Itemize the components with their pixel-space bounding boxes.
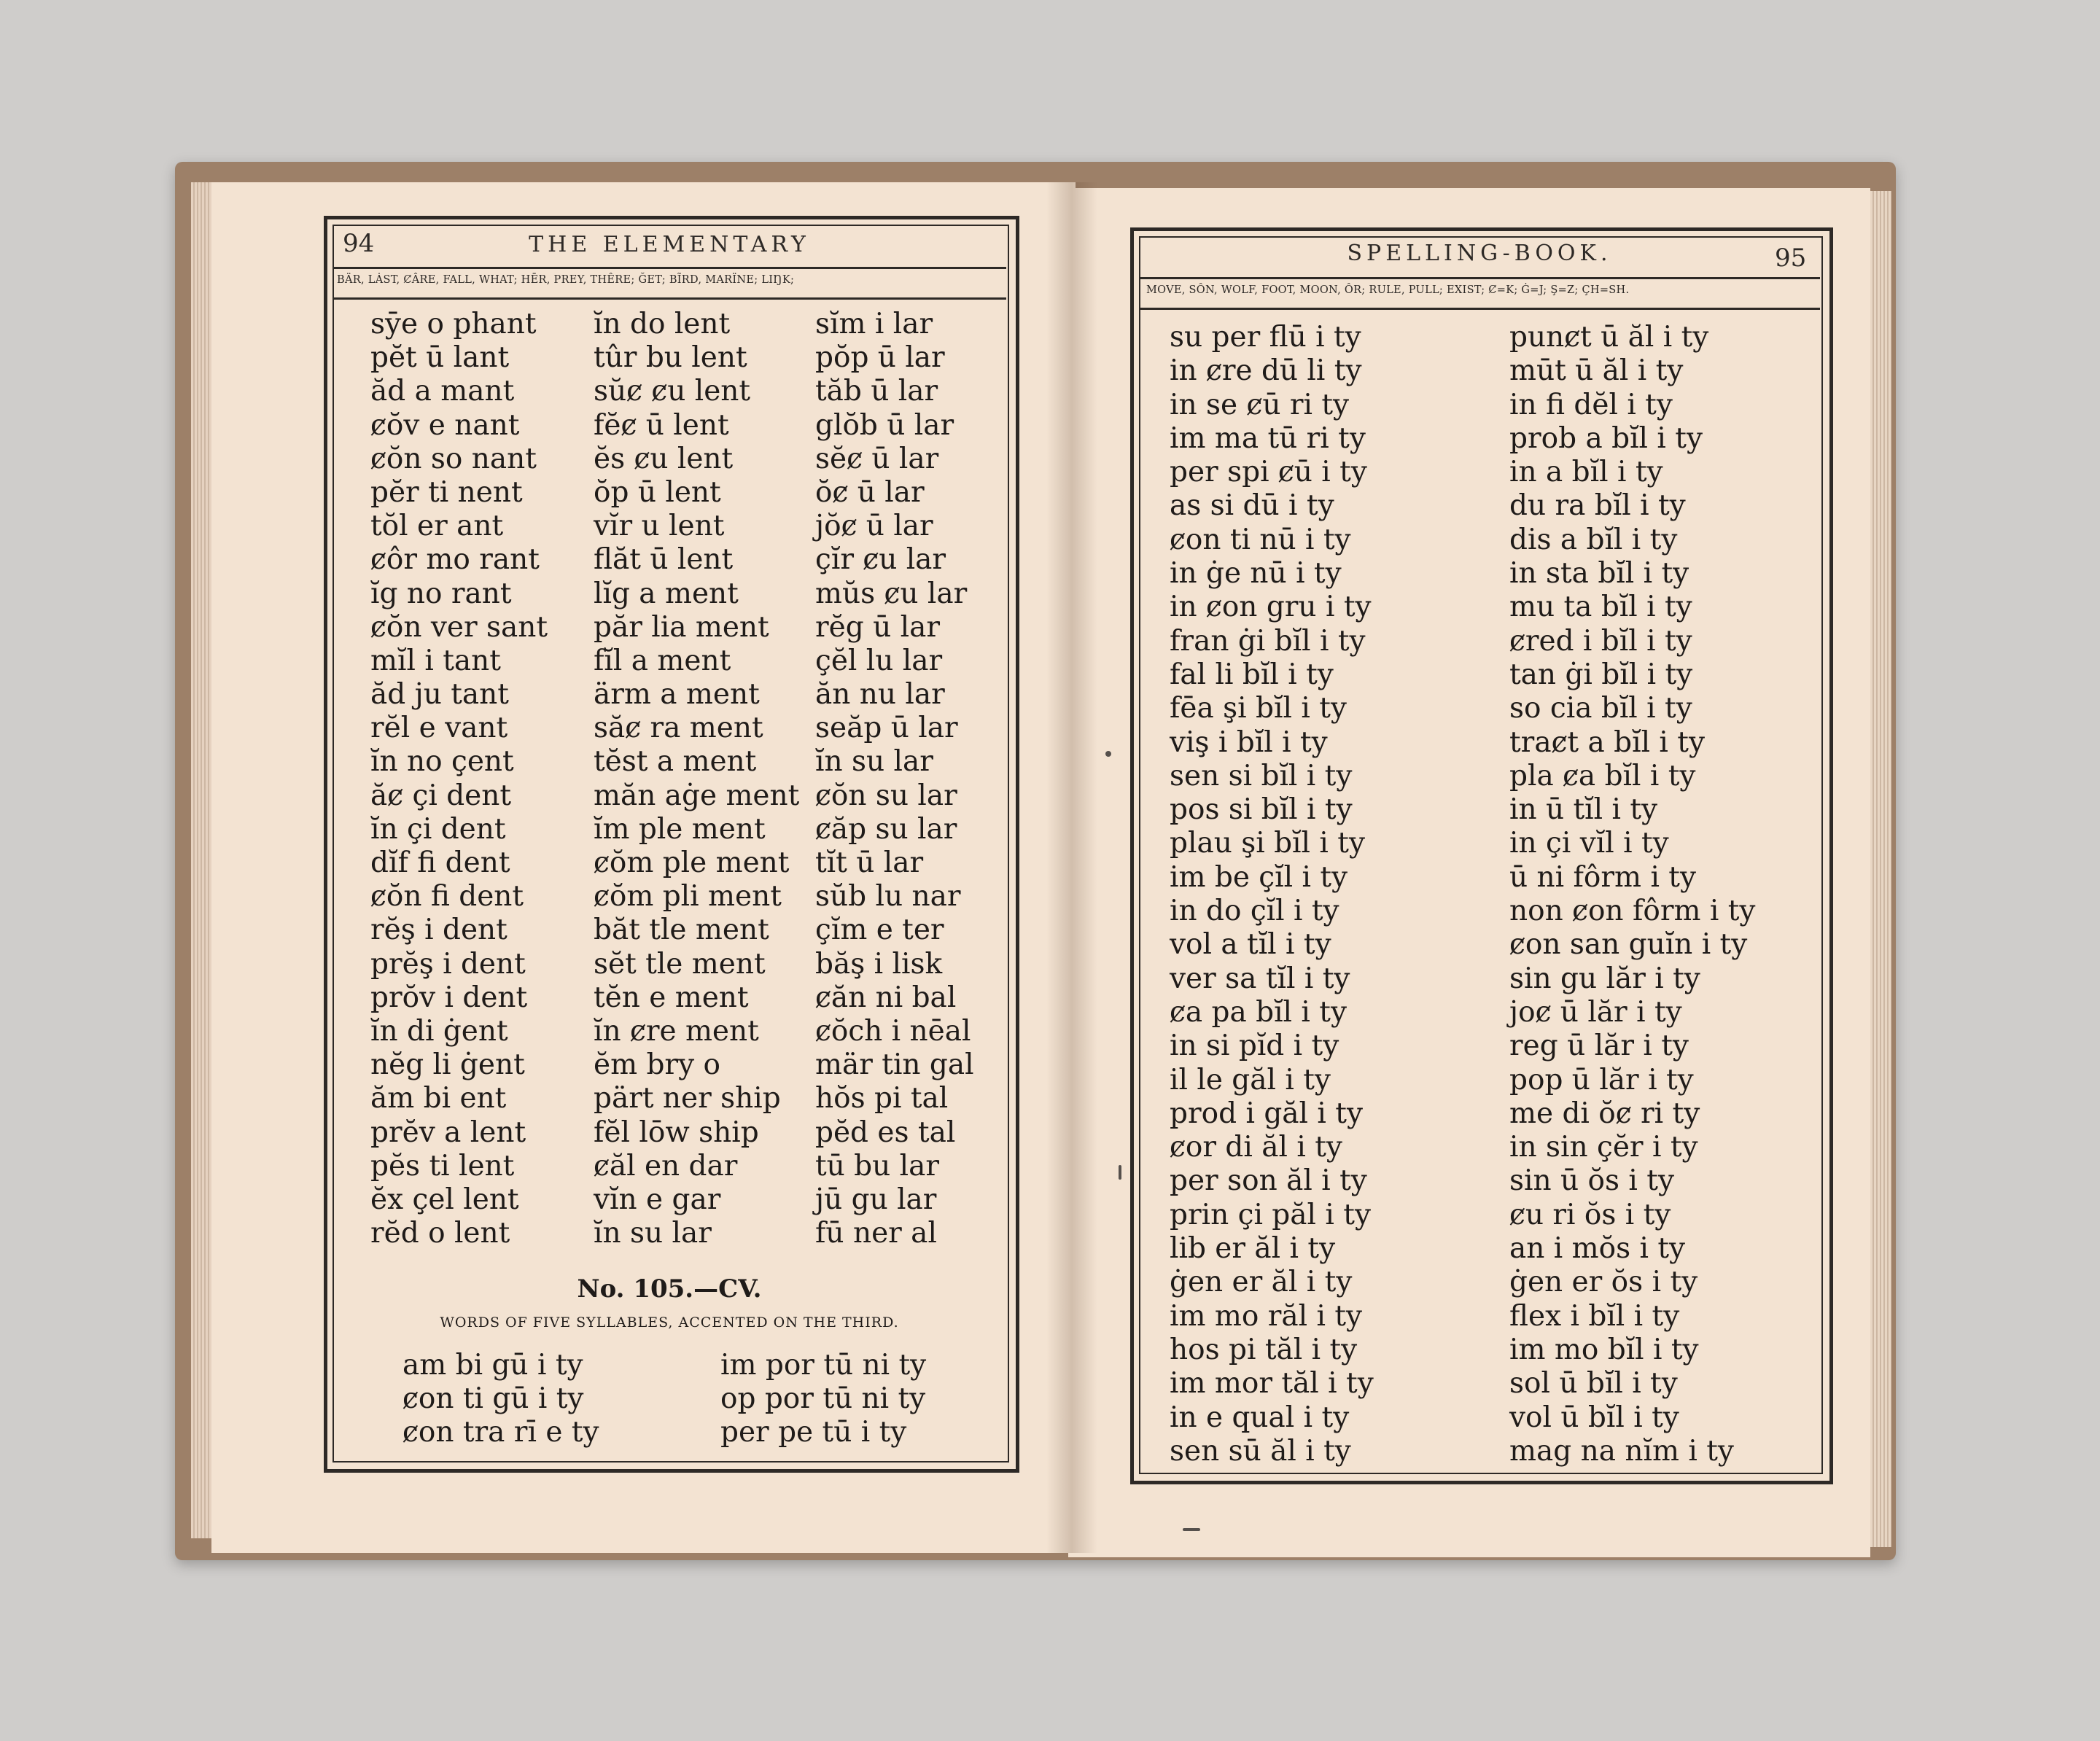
left-running-head: THE ELEMENTARY	[529, 232, 810, 257]
word-entry: reg ū lăr i ty	[1509, 1029, 1689, 1063]
word-entry: am bi gū i ty	[402, 1349, 583, 1382]
word-entry: in çi vĭl i ty	[1509, 827, 1669, 860]
word-entry: me di ŏȼ ri ty	[1509, 1097, 1700, 1130]
word-entry: per son ăl i ty	[1170, 1164, 1367, 1198]
word-entry: fĕl lōw ship	[594, 1115, 759, 1149]
word-entry: çĕl lu lar	[815, 644, 943, 677]
word-entry: fēa şi bĭl i ty	[1170, 692, 1347, 725]
word-entry: prĕv a lent	[370, 1115, 526, 1149]
word-entry: fĕȼ ū lent	[594, 408, 729, 442]
word-entry: ĕm bry o	[594, 1048, 720, 1082]
word-entry: ĕs ȼu lent	[594, 442, 734, 475]
word-entry: fū ner al	[815, 1217, 937, 1250]
word-entry: per spi ȼū i ty	[1170, 456, 1367, 489]
word-entry: ȼon ti nū i ty	[1170, 523, 1351, 556]
word-entry: pĕt ū lant	[370, 341, 510, 375]
word-entry: sol ū bĭl i ty	[1509, 1367, 1678, 1401]
word-entry: ȼu ri ŏs i ty	[1509, 1198, 1671, 1231]
left-key-line: BÄR, LȦST, ȻÂRE, FALL, WHAT; HĒR, PREY, THÊRE; ĞET; BĨRD, MARÏNE; LIŊK;	[337, 274, 795, 286]
word-entry: sŭb lu nar	[815, 880, 961, 914]
word-entry: im be çĭl i ty	[1170, 860, 1348, 894]
word-entry: as si dū i ty	[1170, 489, 1334, 523]
word-entry: pla ȼa bĭl i ty	[1509, 759, 1696, 792]
word-entry: prĕş i dent	[370, 947, 526, 981]
word-entry: ȼon tra rī e ty	[402, 1416, 599, 1449]
word-entry: sen sū ăl i ty	[1170, 1434, 1351, 1468]
left-header-rule	[332, 267, 1006, 269]
word-entry: tū bu lar	[815, 1149, 940, 1183]
word-entry: ȼa pa bĭl i ty	[1170, 995, 1347, 1029]
word-entry: im mo bĭl i ty	[1509, 1333, 1699, 1366]
word-entry: traȼt a bĭl i ty	[1509, 725, 1706, 759]
word-entry: per pe tū i ty	[720, 1416, 907, 1449]
word-entry: ärm a ment	[594, 678, 760, 712]
lesson-word-column-2	[720, 1349, 926, 1450]
word-entry: tûr bu lent	[594, 341, 747, 375]
left-page-number: 94	[343, 229, 375, 258]
word-entry: çĭr ȼu lar	[815, 543, 946, 577]
left-word-column-2	[594, 308, 799, 1250]
word-entry: il le găl i ty	[1170, 1063, 1331, 1097]
word-entry: vĭr u lent	[594, 510, 725, 543]
word-entry: ȼon ti gū i ty	[402, 1382, 584, 1416]
right-key-rule	[1139, 308, 1820, 310]
word-entry: so cia bĭl i ty	[1509, 692, 1692, 725]
word-entry: ū ni fôrm i ty	[1509, 860, 1697, 894]
word-entry: ȼôr mo rant	[370, 543, 540, 577]
word-entry: pop ū lăr i ty	[1509, 1063, 1694, 1097]
word-entry: tĕn e ment	[594, 981, 749, 1014]
word-entry: non ȼon fôrm i ty	[1509, 895, 1756, 928]
word-entry: pärt ner ship	[594, 1082, 781, 1115]
word-entry: in ġe nū i ty	[1170, 557, 1342, 591]
word-entry: sin gu lăr i ty	[1509, 962, 1700, 995]
word-entry: prod i găl i ty	[1170, 1097, 1363, 1130]
right-page-number: 95	[1775, 244, 1807, 273]
word-entry: in ū tĭl i ty	[1509, 793, 1658, 827]
word-entry: mūt ū ăl i ty	[1509, 354, 1684, 388]
word-entry: ĭn su lar	[594, 1217, 712, 1250]
word-entry: rĕd o lent	[370, 1217, 510, 1250]
word-entry: pŏp ū lar	[815, 341, 945, 375]
word-entry: ĭn çi dent	[370, 812, 506, 846]
word-entry: ăȼ çi dent	[370, 779, 512, 812]
dust-speck	[1183, 1528, 1200, 1531]
word-entry: tĭt ū lar	[815, 846, 924, 879]
word-entry: sen si bĭl i ty	[1170, 759, 1353, 792]
word-entry: in sta bĭl i ty	[1509, 557, 1689, 591]
word-entry: dĭf fi dent	[370, 846, 510, 879]
word-entry: sin ū ŏs i ty	[1509, 1164, 1674, 1198]
word-entry: ȼŏm pli ment	[594, 880, 782, 914]
word-entry: ĭn do lent	[594, 308, 731, 340]
dust-speck	[1119, 1165, 1121, 1180]
word-entry: rĕl e vant	[370, 712, 508, 745]
word-entry: in sin çĕr i ty	[1509, 1131, 1698, 1164]
word-entry: săȼ ra ment	[594, 712, 763, 745]
word-entry: ĭg no rant	[370, 577, 512, 610]
word-entry: tŏl er ant	[370, 510, 504, 543]
dust-speck	[1105, 751, 1111, 757]
word-entry: ȼor di ăl i ty	[1170, 1131, 1342, 1164]
word-entry: plau şi bĭl i ty	[1170, 827, 1365, 860]
word-entry: ăm bi ent	[370, 1082, 507, 1115]
word-entry: rĕş i dent	[370, 914, 508, 947]
word-entry: ȼăl en dar	[594, 1149, 738, 1183]
page-edges-right	[1867, 191, 1891, 1547]
word-entry: tăb ū lar	[815, 375, 938, 408]
word-entry: ȼŏv e nant	[370, 408, 520, 442]
word-entry: băş i lisk	[815, 947, 943, 981]
word-entry: prin çi păl i ty	[1170, 1198, 1371, 1231]
word-entry: ȼăp su lar	[815, 812, 957, 846]
word-entry: ĕx çel lent	[370, 1183, 519, 1216]
word-entry: ĭm ple ment	[594, 812, 766, 846]
word-entry: du ra bĭl i ty	[1509, 489, 1686, 523]
word-entry: ȼăn ni bal	[815, 981, 957, 1014]
word-entry: sĭm i lar	[815, 308, 933, 340]
word-entry: ĭn ȼre ment	[594, 1014, 759, 1048]
word-entry: in do çĭl i ty	[1170, 895, 1339, 928]
word-entry: im mor tăl i ty	[1170, 1367, 1374, 1401]
lesson-subtitle: WORDS OF FIVE SYLLABLES, ACCENTED ON THE THIRD.	[440, 1314, 899, 1331]
word-entry: hŏs pi tal	[815, 1082, 949, 1115]
word-entry: ver sa tĭl i ty	[1170, 962, 1350, 995]
right-running-head: SPELLING-BOOK.	[1347, 241, 1612, 266]
word-entry: ŏȼ ū lar	[815, 475, 925, 509]
book-gutter	[1046, 182, 1097, 1553]
right-key-line: MOVE, SÔN, WOLF, FOOT, MOON, ÔR; RULE, PULL; EXIST; Ȼ=K; Ġ=J; Ş=Z; ÇH=SH.	[1146, 284, 1630, 296]
word-entry: ŏp ū lent	[594, 475, 721, 509]
word-entry: sŭȼ ȼu lent	[594, 375, 751, 408]
word-entry: glŏb ū lar	[815, 408, 954, 442]
word-entry: păr lia ment	[594, 610, 769, 644]
word-entry: ĭn di ġent	[370, 1014, 508, 1048]
word-entry: flăt ū lent	[594, 543, 734, 577]
word-entry: ȼŏn su lar	[815, 779, 957, 812]
word-entry: hos pi tăl i ty	[1170, 1333, 1358, 1366]
word-entry: sȳe o phant	[370, 308, 537, 340]
word-entry: fĭl a ment	[594, 644, 731, 677]
word-entry: lib er ăl i ty	[1170, 1232, 1336, 1266]
word-entry: mŭs ȼu lar	[815, 577, 968, 610]
lesson-word-column-1	[402, 1349, 599, 1450]
word-entry: ȼŏn fi dent	[370, 880, 524, 914]
word-entry: fran ġi bĭl i ty	[1170, 624, 1366, 658]
word-entry: mĭl i tant	[370, 644, 501, 677]
word-entry: in ȼon gru i ty	[1170, 591, 1372, 624]
word-entry: pos si bĭl i ty	[1170, 793, 1353, 827]
word-entry: ĭn su lar	[815, 745, 933, 779]
word-entry: vĭn e gar	[594, 1183, 721, 1216]
word-entry: tan ġi bĭl i ty	[1509, 658, 1693, 691]
word-entry: ăd ju tant	[370, 678, 509, 712]
word-entry: ăd a mant	[370, 375, 515, 408]
left-word-column-3	[815, 308, 974, 1250]
word-entry: çĭm e ter	[815, 914, 944, 947]
word-entry: măn aġe ment	[594, 779, 800, 812]
word-entry: im ma tū ri ty	[1170, 421, 1366, 455]
word-entry: vol ū bĭl i ty	[1509, 1401, 1679, 1434]
word-entry: ġen er ŏs i ty	[1509, 1266, 1698, 1299]
word-entry: tĕst a ment	[594, 745, 757, 779]
word-entry: ȼŏn ver sant	[370, 610, 548, 644]
word-entry: joȼ ū lăr i ty	[1509, 995, 1682, 1029]
word-entry: fal li bĭl i ty	[1170, 658, 1334, 691]
word-entry: in a bĭl i ty	[1509, 456, 1663, 489]
word-entry: ȼon san guĭn i ty	[1509, 928, 1748, 962]
word-entry: ȼŏm ple ment	[594, 846, 790, 879]
word-entry: ĭn no çent	[370, 745, 514, 779]
word-entry: pĕd es tal	[815, 1115, 956, 1149]
word-entry: an i mŏs i ty	[1509, 1232, 1686, 1266]
word-entry: lĭg a ment	[594, 577, 739, 610]
word-entry: in ȼre dū li ty	[1170, 354, 1362, 388]
word-entry: pĕr ti nent	[370, 475, 523, 509]
word-entry: in e qual i ty	[1170, 1401, 1350, 1434]
word-entry: viş i bĭl i ty	[1170, 725, 1328, 759]
left-word-column-1	[370, 308, 548, 1250]
word-entry: jŏȼ ū lar	[815, 510, 933, 543]
word-entry: mu ta bĭl i ty	[1509, 591, 1692, 624]
word-entry: pĕs ti lent	[370, 1149, 515, 1183]
word-entry: im por tū ni ty	[720, 1349, 927, 1382]
word-entry: ȼŏn so nant	[370, 442, 537, 475]
word-entry: in fi dĕl i ty	[1509, 388, 1673, 421]
word-entry: prŏv i dent	[370, 981, 528, 1014]
word-entry: rĕg ū lar	[815, 610, 940, 644]
word-entry: ăn nu lar	[815, 678, 945, 712]
right-word-column-1	[1170, 321, 1374, 1468]
right-word-column-2	[1509, 321, 1755, 1468]
word-entry: sĕt tle ment	[594, 947, 766, 981]
word-entry: ȼŏch i nēal	[815, 1014, 971, 1048]
word-entry: seăp ū lar	[815, 712, 958, 745]
word-entry: flex i bĭl i ty	[1509, 1299, 1680, 1333]
word-entry: ȼred i bĭl i ty	[1509, 624, 1692, 658]
word-entry: mär tin gal	[815, 1048, 974, 1082]
word-entry: op por tū ni ty	[720, 1382, 926, 1416]
word-entry: su per flū i ty	[1170, 321, 1361, 354]
word-entry: im mo răl i ty	[1170, 1299, 1363, 1333]
word-entry: vol a tĭl i ty	[1170, 928, 1331, 962]
word-entry: in se ȼū ri ty	[1170, 388, 1350, 421]
word-entry: jū gu lar	[815, 1183, 937, 1216]
word-entry: prob a bĭl i ty	[1509, 421, 1703, 455]
word-entry: ġen er ăl i ty	[1170, 1266, 1353, 1299]
word-entry: sĕȼ ū lar	[815, 442, 939, 475]
word-entry: in si pĭd i ty	[1170, 1029, 1339, 1063]
word-entry: dis a bĭl i ty	[1509, 523, 1678, 556]
word-entry: băt tle ment	[594, 914, 769, 947]
left-key-rule	[332, 297, 1006, 300]
word-entry: punȼt ū ăl i ty	[1509, 321, 1709, 354]
page-edges-left	[191, 182, 213, 1538]
lesson-number: No. 105.—CV.	[577, 1274, 762, 1304]
right-header-rule	[1139, 277, 1820, 279]
word-entry: nĕg li ġent	[370, 1048, 525, 1082]
word-entry: mag na nĭm i ty	[1509, 1434, 1734, 1468]
